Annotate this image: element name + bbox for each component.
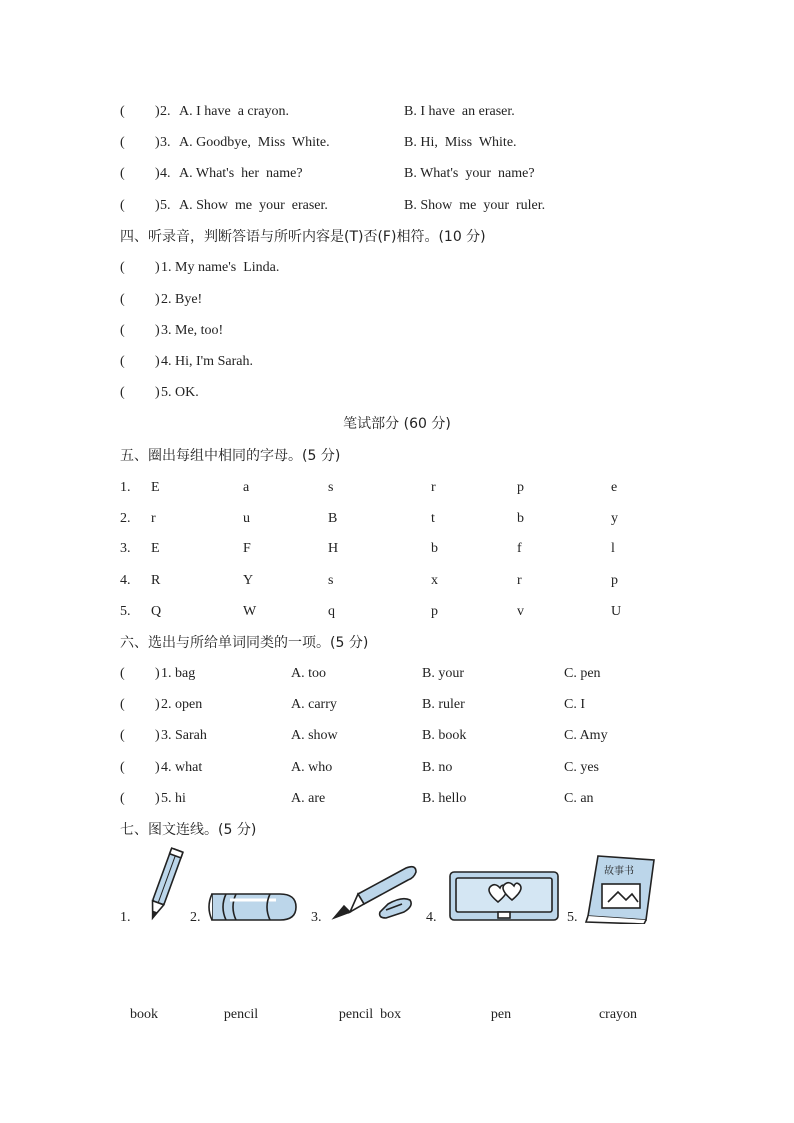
letter[interactable]: u <box>243 511 250 526</box>
given-word: 2. open <box>161 697 203 712</box>
row-number: 5. <box>120 604 131 619</box>
tf-item-1 <box>0 257 794 279</box>
given-word: 4. what <box>161 760 203 775</box>
word-label-pen[interactable]: pen <box>490 1007 512 1022</box>
answer-bracket-close: ) <box>155 697 160 712</box>
word-label-pencil[interactable]: pencil <box>223 1007 259 1022</box>
pen-icon[interactable] <box>328 860 420 924</box>
letter[interactable]: p <box>611 573 618 588</box>
answer-bracket-open[interactable]: ( <box>120 728 125 743</box>
row-number: 4. <box>120 573 131 588</box>
given-word: 3. Sarah <box>161 728 207 743</box>
section-5-title: 五、圈出每组中相同的字母。(5 分) <box>120 448 341 464</box>
letter[interactable]: Y <box>243 573 254 588</box>
option-c: C. I <box>564 697 585 712</box>
answer-bracket-open[interactable]: ( <box>120 791 125 806</box>
letter[interactable]: s <box>328 480 334 495</box>
letter[interactable]: p <box>431 604 438 619</box>
option-a: A. Goodbye, Miss White. <box>179 135 330 150</box>
listening-item-4 <box>0 163 794 185</box>
crayon-icon[interactable] <box>206 890 300 924</box>
picture-number: 3. <box>311 910 322 925</box>
letter[interactable]: q <box>328 604 335 619</box>
letter[interactable]: Q <box>151 604 162 619</box>
word-label-book[interactable]: book <box>130 1007 158 1022</box>
answer-bracket-open[interactable]: ( <box>120 292 125 307</box>
answer-bracket-open[interactable]: ( <box>120 104 125 119</box>
choice-row-2 <box>0 694 794 716</box>
letter-row-3 <box>0 538 794 560</box>
section-4-title: 四、听录音，判断答语与所听内容是(T)否(F)相符。(10 分) <box>120 229 486 245</box>
option-b: B. book <box>422 728 467 743</box>
row-number: 2. <box>120 511 131 526</box>
letter[interactable]: E <box>151 541 160 556</box>
answer-bracket-close: ) <box>155 260 160 275</box>
tf-item-5 <box>0 382 794 404</box>
letter[interactable]: r <box>517 573 522 588</box>
letter[interactable]: F <box>243 541 251 556</box>
option-a: A. are <box>291 791 326 806</box>
tf-item-3 <box>0 320 794 342</box>
answer-bracket-open[interactable]: ( <box>120 166 125 181</box>
option-b: B. your <box>422 666 464 681</box>
letter[interactable]: R <box>151 573 161 588</box>
book-cover-text: 故事书 <box>604 866 634 877</box>
picture-number: 1. <box>120 910 131 925</box>
choice-row-1 <box>0 663 794 685</box>
answer-bracket-close: ) <box>155 760 160 775</box>
item-number: 5. <box>160 198 171 213</box>
pencil-icon[interactable] <box>140 844 190 924</box>
option-a: A. who <box>291 760 333 775</box>
answer-bracket-close: ) <box>155 666 160 681</box>
item-number: 4. <box>160 166 171 181</box>
given-word: 5. hi <box>161 791 186 806</box>
letter[interactable]: y <box>611 511 618 526</box>
answer-bracket-close: ) <box>155 292 160 307</box>
given-word: 1. bag <box>161 666 196 681</box>
option-b: B. Hi, Miss White. <box>404 135 517 150</box>
item-number: 3. <box>160 135 171 150</box>
letter[interactable]: v <box>517 604 524 619</box>
book-icon[interactable] <box>584 852 658 924</box>
item-text: 3. Me, too! <box>161 323 224 338</box>
letter[interactable]: t <box>431 511 435 526</box>
choice-row-4 <box>0 757 794 779</box>
option-a: A. Show me your eraser. <box>179 198 328 213</box>
option-a: A. show <box>291 728 338 743</box>
listening-item-5 <box>0 195 794 217</box>
answer-bracket-close: ) <box>155 104 160 119</box>
option-b: B. I have an eraser. <box>404 104 515 119</box>
letter[interactable]: r <box>431 480 436 495</box>
row-number: 1. <box>120 480 131 495</box>
option-a: A. I have a crayon. <box>179 104 290 119</box>
option-b: B. Show me your ruler. <box>404 198 546 213</box>
option-c: C. Amy <box>564 728 608 743</box>
letter[interactable]: r <box>151 511 156 526</box>
section-7-title: 七、图文连线。(5 分) <box>120 822 257 838</box>
option-b: B. no <box>422 760 453 775</box>
answer-bracket-open[interactable]: ( <box>120 760 125 775</box>
letter[interactable]: E <box>151 480 160 495</box>
option-c: C. an <box>564 791 594 806</box>
item-text: 5. OK. <box>161 385 199 400</box>
listening-item-2 <box>0 101 794 123</box>
letter-row-4 <box>0 570 794 592</box>
answer-bracket-close: ) <box>155 198 160 213</box>
answer-bracket-close: ) <box>155 385 160 400</box>
answer-bracket-close: ) <box>155 791 160 806</box>
answer-bracket-close: ) <box>155 135 160 150</box>
letter[interactable]: B <box>328 511 338 526</box>
listening-item-3 <box>0 132 794 154</box>
option-c: C. yes <box>564 760 599 775</box>
letter[interactable]: a <box>243 480 250 495</box>
tf-item-2 <box>0 289 794 311</box>
answer-bracket-open[interactable]: ( <box>120 385 125 400</box>
pencil-box-icon[interactable] <box>448 870 560 922</box>
letter[interactable]: U <box>611 604 622 619</box>
answer-bracket-open[interactable]: ( <box>120 697 125 712</box>
answer-bracket-close: ) <box>155 323 160 338</box>
written-part-title: 笔试部分 (60 分) <box>343 416 451 432</box>
letter-row-1 <box>0 477 794 499</box>
word-label-pencil-box[interactable]: pencil box <box>338 1007 402 1022</box>
option-b: B. ruler <box>422 697 465 712</box>
item-text: 1. My name's Linda. <box>161 260 280 275</box>
letter[interactable]: H <box>328 541 339 556</box>
answer-bracket-open[interactable]: ( <box>120 198 125 213</box>
answer-bracket-open[interactable]: ( <box>120 135 125 150</box>
picture-number: 5. <box>567 910 578 925</box>
option-b: B. hello <box>422 791 467 806</box>
letter[interactable]: b <box>431 541 438 556</box>
picture-number: 2. <box>190 910 201 925</box>
answer-bracket-open[interactable]: ( <box>120 666 125 681</box>
answer-bracket-close: ) <box>155 354 160 369</box>
item-text: 2. Bye! <box>161 292 203 307</box>
letter-row-2 <box>0 508 794 530</box>
letter[interactable]: b <box>517 511 524 526</box>
letter[interactable]: f <box>517 541 522 556</box>
choice-row-5 <box>0 788 794 810</box>
letter[interactable]: l <box>611 541 615 556</box>
answer-bracket-close: ) <box>155 166 160 181</box>
section-6-title: 六、选出与所给单词同类的一项。(5 分) <box>120 635 369 651</box>
letter[interactable]: W <box>243 604 257 619</box>
answer-bracket-close: ) <box>155 728 160 743</box>
answer-bracket-open[interactable]: ( <box>120 323 125 338</box>
option-a: A. too <box>291 666 326 681</box>
word-label-crayon[interactable]: crayon <box>598 1007 638 1022</box>
item-number: 2. <box>160 104 171 119</box>
letter[interactable]: p <box>517 480 524 495</box>
letter[interactable]: e <box>611 480 618 495</box>
option-a: A. What's her name? <box>179 166 303 181</box>
letter-row-5 <box>0 601 794 623</box>
option-a: A. carry <box>291 697 337 712</box>
answer-bracket-open[interactable]: ( <box>120 260 125 275</box>
choice-row-3 <box>0 725 794 747</box>
item-text: 4. Hi, I'm Sarah. <box>161 354 253 369</box>
option-c: C. pen <box>564 666 601 681</box>
tf-item-4 <box>0 351 794 373</box>
answer-bracket-open[interactable]: ( <box>120 354 125 369</box>
letter[interactable]: s <box>328 573 334 588</box>
row-number: 3. <box>120 541 131 556</box>
picture-number: 4. <box>426 910 437 925</box>
letter[interactable]: x <box>431 573 438 588</box>
option-b: B. What's your name? <box>404 166 535 181</box>
